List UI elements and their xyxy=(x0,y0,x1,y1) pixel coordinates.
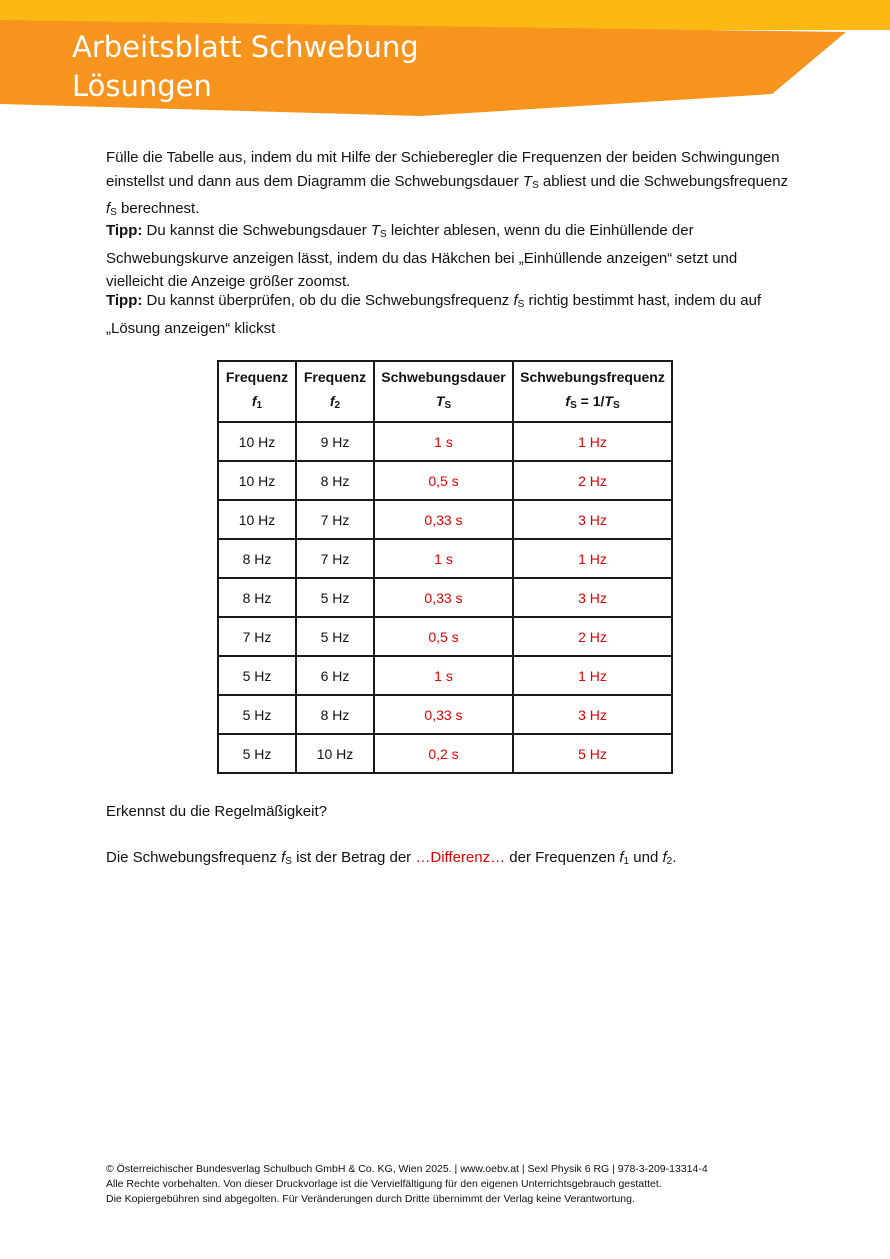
page-title: Arbeitsblatt Schwebung xyxy=(72,30,419,64)
cell-ts: 0,33 s xyxy=(374,695,513,734)
table-row xyxy=(218,500,672,539)
header-fs: Schwebungsfrequenz $f_S = 1/T_S$ xyxy=(513,361,672,422)
cell-ts: 0,2 s xyxy=(374,734,513,773)
cell-ts: 0,5 s xyxy=(374,617,513,656)
cell-f2: 7 Hz xyxy=(296,539,374,578)
cell-f1: 8 Hz xyxy=(218,578,296,617)
cell-f1: 5 Hz xyxy=(218,695,296,734)
cell-f2: 7 Hz xyxy=(296,500,374,539)
table-row xyxy=(218,461,672,500)
copyright-footer xyxy=(106,1162,708,1207)
cell-ts: 0,33 s xyxy=(374,500,513,539)
table-row xyxy=(218,656,672,695)
table-row xyxy=(218,578,672,617)
cell-f2: 6 Hz xyxy=(296,656,374,695)
question-text: Erkennst du die Regelmäßigkeit? xyxy=(106,803,327,820)
cell-f1: 5 Hz xyxy=(218,656,296,695)
cell-fs: 5 Hz xyxy=(513,734,672,773)
frequency-table xyxy=(217,360,673,774)
cell-f2: 5 Hz xyxy=(296,578,374,617)
cell-fs: 1 Hz xyxy=(513,656,672,695)
cell-f2: 5 Hz xyxy=(296,617,374,656)
table-row xyxy=(218,695,672,734)
cell-fs: 1 Hz xyxy=(513,422,672,461)
page-subtitle: Lösungen xyxy=(72,69,212,103)
answer-blank: …Differenz… xyxy=(415,849,506,866)
cell-ts: 1 s xyxy=(374,422,513,461)
footer-line-1: © Österreichischer Bundesverlag Schulbuch GmbH & Co. KG, Wien 2025. | www.oebv.at | Sexl Physik 6 RG | 978-3-209-13314-4 xyxy=(106,1163,708,1175)
table-row xyxy=(218,617,672,656)
cell-fs: 3 Hz xyxy=(513,500,672,539)
header-ts: Schwebungsdauer $T_S$ xyxy=(374,361,513,422)
cell-fs: 3 Hz xyxy=(513,578,672,617)
cell-fs: 2 Hz xyxy=(513,461,672,500)
header-f1: Frequenz $f_1$ xyxy=(218,361,296,422)
cell-ts: 0,33 s xyxy=(374,578,513,617)
cell-fs: 2 Hz xyxy=(513,617,672,656)
cell-ts: 1 s xyxy=(374,539,513,578)
cell-fs: 1 Hz xyxy=(513,539,672,578)
footer-line-3: Die Kopiergebühren sind abgegolten. Für Veränderungen durch Dritte übernimmt der Verlag keine Verantwortung. xyxy=(106,1193,635,1205)
table-row xyxy=(218,539,672,578)
tip-solution: Tipp: Du kannst überprüfen, ob du die Schwebungsfrequenz $f_S$ richtig bestimmt hast, indem du auf „Lösung anzeigen“ klickst xyxy=(106,292,762,337)
cell-f2: 10 Hz xyxy=(296,734,374,773)
cell-f2: 8 Hz xyxy=(296,461,374,500)
cell-fs: 3 Hz xyxy=(513,695,672,734)
cell-f1: 10 Hz xyxy=(218,461,296,500)
table-row xyxy=(218,422,672,461)
cell-f1: 10 Hz xyxy=(218,500,296,539)
tip-envelope: Tipp: Du kannst die Schwebungsdauer $T_S$ leichter ablesen, wenn du die Einhüllende der Schwebungskurve anzeigen lässt, indem du das Häkchen bei „Einhüllende anzeigen“ setzt und vielleicht die Anzeige größer zoomst. xyxy=(106,222,738,290)
header-f2: Frequenz $f_2$ xyxy=(296,361,374,422)
cell-f1: 10 Hz xyxy=(218,422,296,461)
cell-ts: 1 s xyxy=(374,656,513,695)
cell-f2: 8 Hz xyxy=(296,695,374,734)
table-header-row xyxy=(218,361,672,422)
answer-sentence: Die Schwebungsfrequenz $f_S$ ist der Betrag der …Differenz… der Frequenzen $f_1$ und $f_2$. xyxy=(106,849,677,867)
instructions-intro: Fülle die Tabelle aus, indem du mit Hilfe der Schieberegler die Frequenzen der beiden Schwingungen einstellst und dann aus dem Diagramm die Schwebungsdauer $T_S$ abliest und die Schwebungsfrequenz $f_S$ berechnest. xyxy=(106,149,789,218)
cell-ts: 0,5 s xyxy=(374,461,513,500)
cell-f1: 8 Hz xyxy=(218,539,296,578)
cell-f1: 7 Hz xyxy=(218,617,296,656)
cell-f1: 5 Hz xyxy=(218,734,296,773)
table-row xyxy=(218,734,672,773)
cell-f2: 9 Hz xyxy=(296,422,374,461)
footer-line-2: Alle Rechte vorbehalten. Von dieser Druckvorlage ist die Vervielfältigung für den eigenen Unterrichtsgebrauch gestattet. xyxy=(106,1178,662,1190)
